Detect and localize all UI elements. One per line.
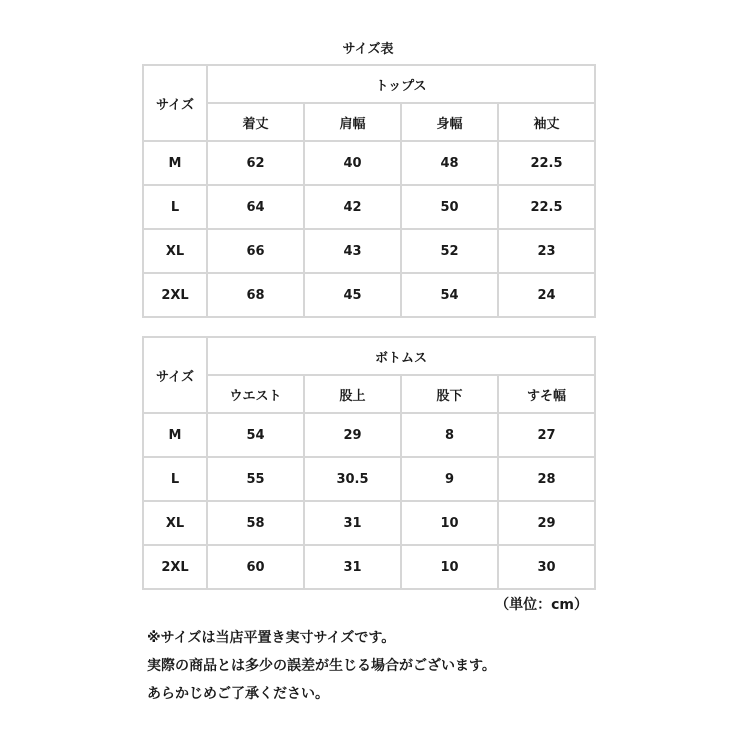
column-header: 袖丈 xyxy=(498,103,595,141)
value-cell: 23 xyxy=(498,229,595,273)
tops-category-header: トップス xyxy=(207,65,595,103)
size-cell: 2XL xyxy=(143,273,207,317)
value-cell: 55 xyxy=(207,457,304,501)
value-cell: 60 xyxy=(207,545,304,589)
value-cell: 52 xyxy=(401,229,498,273)
value-cell: 10 xyxy=(401,545,498,589)
column-header: 肩幅 xyxy=(304,103,401,141)
notes xyxy=(147,624,496,708)
table-row xyxy=(143,545,595,589)
size-cell: 2XL xyxy=(143,545,207,589)
value-cell: 30 xyxy=(498,545,595,589)
page-title: サイズ表 xyxy=(342,42,394,57)
value-cell: 43 xyxy=(304,229,401,273)
column-header: 股下 xyxy=(401,375,498,413)
bottoms-size-table xyxy=(142,336,596,590)
note-line: 実際の商品とは多少の誤差が生じる場合がございます。 xyxy=(147,658,496,674)
column-header: 股上 xyxy=(304,375,401,413)
value-cell: 8 xyxy=(401,413,498,457)
size-cell: M xyxy=(143,413,207,457)
size-cell: XL xyxy=(143,501,207,545)
value-cell: 42 xyxy=(304,185,401,229)
size-cell: L xyxy=(143,457,207,501)
value-cell: 45 xyxy=(304,273,401,317)
value-cell: 30.5 xyxy=(304,457,401,501)
column-header: 身幅 xyxy=(401,103,498,141)
table-row xyxy=(143,229,595,273)
table-row xyxy=(143,273,595,317)
note-line: あらかじめご了承ください。 xyxy=(147,686,329,702)
value-cell: 68 xyxy=(207,273,304,317)
value-cell: 22.5 xyxy=(498,185,595,229)
column-header: すそ幅 xyxy=(498,375,595,413)
value-cell: 48 xyxy=(401,141,498,185)
value-cell: 10 xyxy=(401,501,498,545)
table-row xyxy=(143,141,595,185)
table-row xyxy=(143,185,595,229)
column-header: 着丈 xyxy=(207,103,304,141)
value-cell: 31 xyxy=(304,545,401,589)
size-cell: L xyxy=(143,185,207,229)
value-cell: 29 xyxy=(498,501,595,545)
value-cell: 50 xyxy=(401,185,498,229)
value-cell: 66 xyxy=(207,229,304,273)
size-header: サイズ xyxy=(143,337,207,413)
value-cell: 9 xyxy=(401,457,498,501)
size-header: サイズ xyxy=(143,65,207,141)
size-cell: XL xyxy=(143,229,207,273)
note-line: ※サイズは当店平置き実寸サイズです。 xyxy=(147,630,396,646)
value-cell: 27 xyxy=(498,413,595,457)
size-cell: M xyxy=(143,141,207,185)
value-cell: 54 xyxy=(207,413,304,457)
value-cell: 64 xyxy=(207,185,304,229)
table-row xyxy=(143,501,595,545)
value-cell: 24 xyxy=(498,273,595,317)
value-cell: 29 xyxy=(304,413,401,457)
bottoms-category-header: ボトムス xyxy=(207,337,595,375)
value-cell: 54 xyxy=(401,273,498,317)
table-row xyxy=(143,413,595,457)
value-cell: 31 xyxy=(304,501,401,545)
unit-label: （単位：cm） xyxy=(495,597,588,613)
value-cell: 28 xyxy=(498,457,595,501)
value-cell: 40 xyxy=(304,141,401,185)
value-cell: 62 xyxy=(207,141,304,185)
value-cell: 22.5 xyxy=(498,141,595,185)
value-cell: 58 xyxy=(207,501,304,545)
table-row xyxy=(143,457,595,501)
column-header: ウエスト xyxy=(207,375,304,413)
tops-size-table xyxy=(142,64,596,318)
